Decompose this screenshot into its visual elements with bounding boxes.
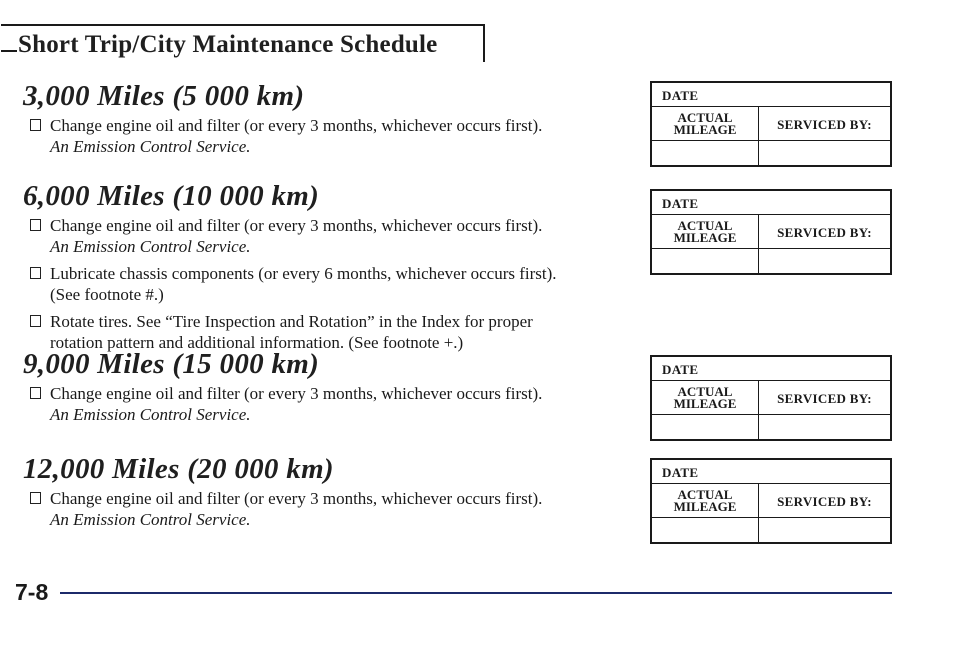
section-heading: 12,000 Miles (20 000 km)	[23, 453, 334, 485]
section-3000-miles	[20, 80, 610, 163]
checkbox[interactable]	[30, 267, 41, 279]
date-field[interactable]: DATE	[652, 460, 890, 484]
serviced-by-label: SERVICED BY:	[777, 117, 872, 132]
date-field[interactable]: DATE	[652, 357, 890, 381]
checklist-item: Rotate tires. See “Tire Inspection and Rotation” in the Index for proper rotation pattern and additional information. (See footnote +.)	[20, 311, 610, 353]
checkbox[interactable]	[30, 119, 41, 131]
title-box-corner	[1, 50, 17, 64]
serviced-by-label: SERVICED BY:	[777, 391, 872, 406]
mileage-field[interactable]	[652, 518, 759, 542]
checklist-item: Change engine oil and filter (or every 3 months, whichever occurs first). An Emission Control Service.	[20, 383, 610, 425]
section-heading: 6,000 Miles (10 000 km)	[23, 180, 320, 212]
service-record-box	[650, 355, 892, 441]
footer-divider	[60, 592, 892, 594]
mileage-field[interactable]	[652, 141, 759, 165]
page-title-box	[1, 24, 485, 62]
checklist-item: Change engine oil and filter (or every 3 months, whichever occurs first). An Emission Control Service.	[20, 215, 610, 257]
service-record-box	[650, 189, 892, 275]
checklist-item: Change engine oil and filter (or every 3 months, whichever occurs first). An Emission Control Service.	[20, 488, 610, 530]
page-title: Short Trip/City Maintenance Schedule	[18, 31, 438, 58]
checkbox[interactable]	[30, 387, 41, 399]
mileage-label: ACTUAL MILEAGE	[652, 107, 759, 140]
checklist-item: Lubricate chassis components (or every 6 months, whichever occurs first). (See footnote #.)	[20, 263, 610, 305]
page-number: 7-8	[15, 579, 49, 605]
service-record-box	[650, 458, 892, 544]
mileage-field[interactable]	[652, 249, 759, 273]
checkbox[interactable]	[30, 219, 41, 231]
serviced-by-label: SERVICED BY:	[777, 494, 872, 509]
mileage-label: ACTUAL MILEAGE	[652, 381, 759, 414]
serviced-by-field[interactable]	[759, 141, 890, 165]
mileage-label: ACTUAL MILEAGE	[652, 215, 759, 248]
serviced-by-field[interactable]	[759, 249, 890, 273]
mileage-label: ACTUAL MILEAGE	[652, 484, 759, 517]
checklist-item: Change engine oil and filter (or every 3 months, whichever occurs first). An Emission Control Service.	[20, 115, 610, 157]
section-6000-miles	[20, 180, 610, 359]
service-record-box	[650, 81, 892, 167]
mileage-field[interactable]	[652, 415, 759, 439]
date-field[interactable]: DATE	[652, 191, 890, 215]
section-12000-miles	[20, 453, 610, 536]
checkbox[interactable]	[30, 315, 41, 327]
section-heading: 3,000 Miles (5 000 km)	[23, 80, 305, 112]
checkbox[interactable]	[30, 492, 41, 504]
section-9000-miles	[20, 348, 610, 431]
serviced-by-field[interactable]	[759, 518, 890, 542]
serviced-by-field[interactable]	[759, 415, 890, 439]
serviced-by-label: SERVICED BY:	[777, 225, 872, 240]
date-field[interactable]: DATE	[652, 83, 890, 107]
section-heading: 9,000 Miles (15 000 km)	[23, 348, 320, 380]
